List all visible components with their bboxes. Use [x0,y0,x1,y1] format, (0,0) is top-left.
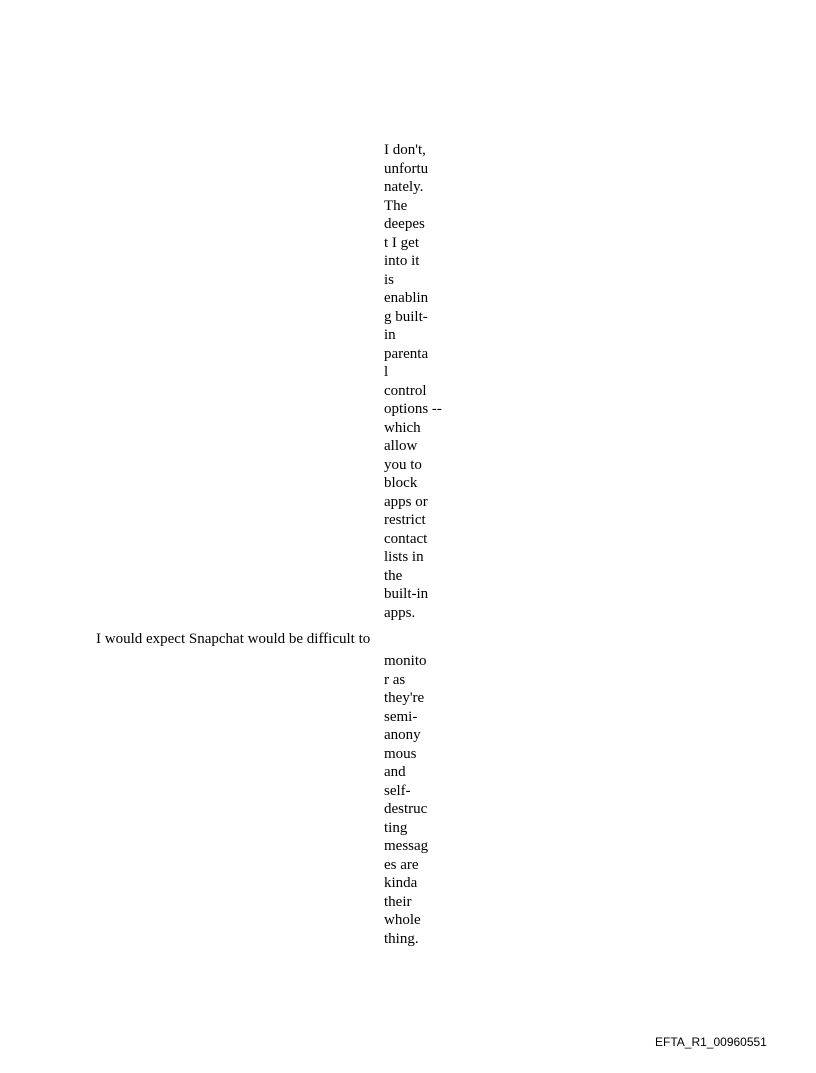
text-line: monito [384,653,427,669]
text-line: lists in [384,549,424,565]
text-line: control [384,382,427,399]
text-line: kinda [384,875,418,891]
text-line: deepes [384,216,425,232]
message-paragraph-2 [384,652,428,948]
text-line: messag [384,838,429,854]
text-line: destruc [384,801,428,817]
text-line: enablin [384,290,429,306]
text-line: into it [384,253,420,269]
text-line: g built- [384,308,428,325]
text-line: contact [384,530,428,547]
text-line: whole [384,912,421,928]
text-line: ting [384,819,408,836]
text-line: semi- [384,708,418,725]
text-line: options -- [384,401,442,417]
text-line: anony [384,727,421,743]
text-line: l [384,364,389,380]
text-line: is [384,271,395,288]
text-line: allow [384,438,418,454]
text-line: mous [384,745,417,762]
text-line: thing. [384,930,419,947]
text-line: their [384,893,412,910]
text-line: parenta [384,345,429,362]
text-line: es are [384,856,419,873]
text-line: nately. [384,179,424,195]
text-line: t I get [384,234,419,251]
text-line: you to [384,456,422,473]
text-line: restrict [384,512,426,528]
text-line: apps. [384,604,416,621]
text-line: apps or [384,493,428,510]
text-line: the [384,567,403,584]
text-line: in [384,327,396,343]
document-id-footer: EFTA_R1_00960551 [655,1035,767,1049]
text-line: unfortu [384,160,429,177]
text-line: built-in [384,586,429,602]
text-line: they're [384,690,425,706]
message-paragraph-2-first-line: I would expect Snapchat would be difficult to [96,631,371,647]
text-line: which [384,419,421,436]
message-paragraph-1 [384,141,442,622]
text-line: block [384,475,418,491]
text-line: I don't, [384,142,426,158]
text-line: r as [384,671,406,688]
text-line: The [384,197,408,214]
text-line: and [384,764,406,780]
text-line: self- [384,782,411,799]
